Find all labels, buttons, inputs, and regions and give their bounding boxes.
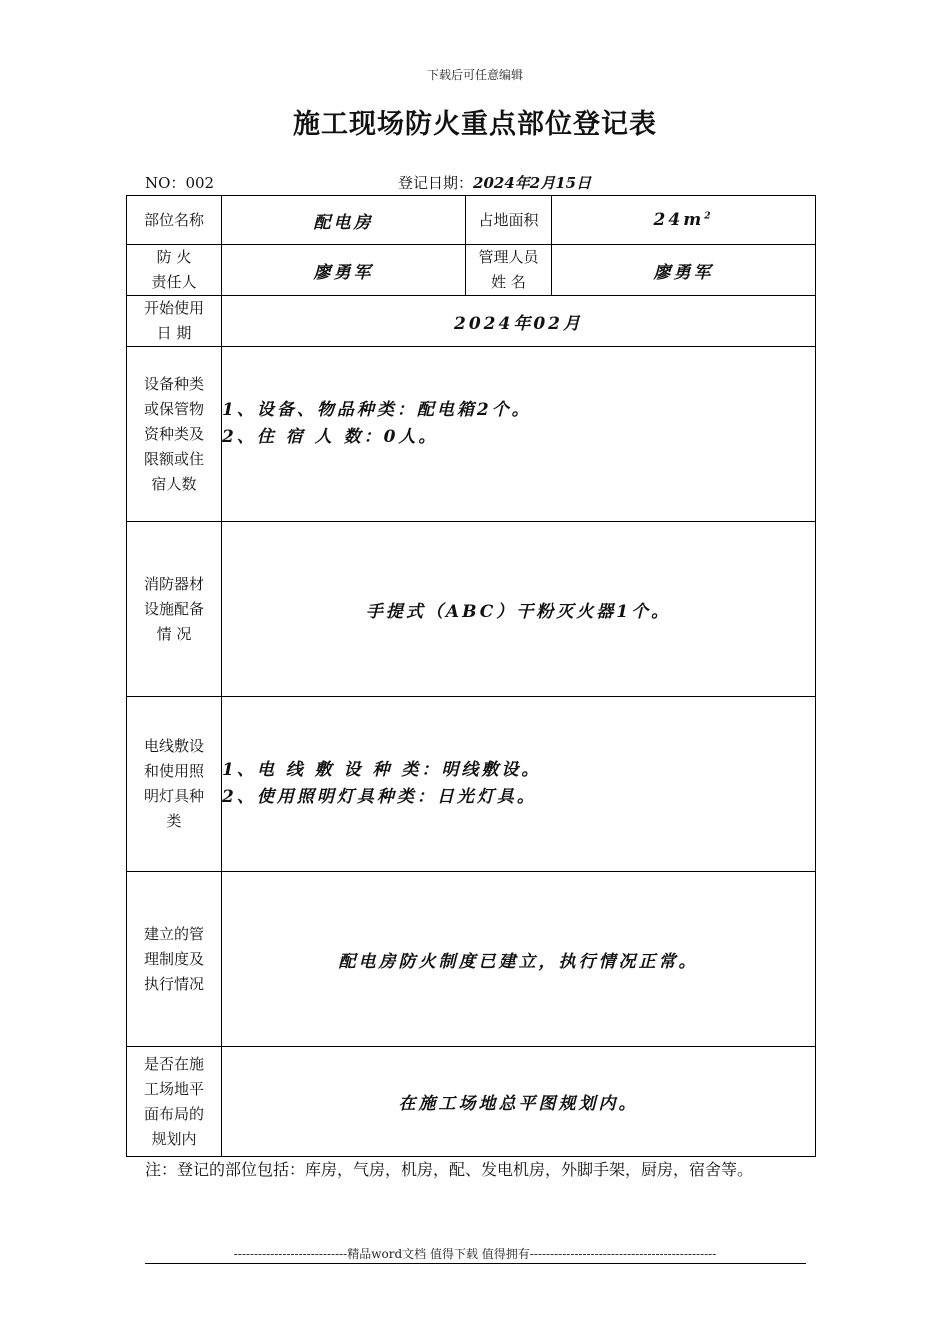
- table-row: [127, 1047, 816, 1157]
- footer-divider: [145, 1263, 806, 1264]
- management-label-line: 执行情况: [143, 974, 204, 993]
- location-name-value: 配电房: [222, 196, 466, 245]
- table-row: [127, 522, 816, 697]
- wiring-label-line: 电线敷设: [143, 737, 204, 755]
- fire-officer-label: [127, 245, 222, 296]
- wiring-value: [222, 697, 816, 872]
- wiring-label-line: 明灯具种: [143, 787, 204, 805]
- fire-officer-value: 廖勇军: [222, 245, 466, 296]
- record-number: [145, 172, 214, 193]
- layout-label-line: 是否在施: [143, 1054, 204, 1073]
- footnote: 注：登记的部位包括：库房，气房，机房，配、发电机房，外脚手架，厨房，宿舍等。: [145, 1160, 754, 1179]
- start-date-label: [127, 296, 222, 347]
- fire-equipment-label-line: 设施配备: [143, 599, 204, 618]
- equipment-label-line: 或保管物: [143, 399, 204, 418]
- area-unit-superscript: 2: [704, 211, 714, 222]
- start-date-label-line: 日 期: [156, 324, 192, 342]
- wiring-label: [127, 697, 222, 872]
- area-value: [552, 196, 816, 245]
- manager-label-line: 管理人员: [478, 248, 539, 266]
- wiring-label-line: 类: [166, 812, 182, 830]
- top-note: 下载后可任意编辑: [426, 68, 523, 82]
- layout-value: 在施工场地总平图规划内。: [222, 1047, 816, 1157]
- fire-officer-label-line: 防 火: [156, 248, 192, 266]
- start-date-value: 2024年02月: [222, 296, 816, 347]
- table-row: [127, 196, 816, 245]
- layout-label-line: 工场地平: [143, 1079, 204, 1098]
- table-row: [127, 347, 816, 522]
- registration-date: [398, 172, 591, 193]
- location-name-label: 部位名称: [127, 196, 222, 245]
- equipment-value-line: 2、住 宿 人 数：0人。: [222, 427, 439, 447]
- management-label-line: 建立的管: [143, 924, 204, 943]
- layout-label: [127, 1047, 222, 1157]
- layout-label-line: 面布局的: [143, 1104, 204, 1123]
- start-date-label-line: 开始使用: [143, 299, 204, 317]
- area-number: 24m: [653, 210, 705, 230]
- layout-label-line: 规划内: [151, 1129, 197, 1148]
- area-label: 占地面积: [466, 196, 552, 245]
- wiring-value-line: 2、使用照明灯具种类：日光灯具。: [222, 787, 537, 807]
- equipment-value: [222, 347, 816, 522]
- manager-label: [466, 245, 552, 296]
- fire-equipment-label: [127, 522, 222, 697]
- equipment-label: [127, 347, 222, 522]
- wiring-label-line: 和使用照: [143, 762, 204, 780]
- equipment-label-line: 限额或住: [143, 449, 204, 468]
- manager-label-line: 姓 名: [491, 273, 526, 291]
- manager-value: 廖勇军: [552, 245, 816, 296]
- equipment-label-line: 宿人数: [151, 474, 197, 493]
- footer-text: ----------------------------精品word文档 值得下载 值得拥有----------------------------------------------: [233, 1247, 717, 1261]
- page-title: 施工现场防火重点部位登记表: [293, 109, 657, 140]
- management-label: [127, 872, 222, 1047]
- registration-date-value: 2024年2月15日: [473, 174, 592, 192]
- management-label-line: 理制度及: [143, 949, 204, 968]
- equipment-label-line: 资种类及: [143, 424, 204, 443]
- fire-officer-label-line: 责任人: [151, 273, 197, 291]
- fire-equipment-label-line: 情 况: [156, 624, 192, 643]
- record-number-value: 002: [185, 174, 215, 192]
- registration-date-label: 登记日期：: [398, 174, 474, 192]
- table-row: [127, 245, 816, 296]
- table-row: [127, 296, 816, 347]
- fire-equipment-value: 手提式（ABC）干粉灭火器1个。: [222, 522, 816, 697]
- spacer: [222, 451, 815, 471]
- wiring-value-line: 1、电 线 敷 设 种 类：明线敷设。: [222, 760, 542, 780]
- record-number-label: NO：: [145, 174, 186, 192]
- equipment-value-line: 1、设备、物品种类：配电箱2个。: [222, 400, 532, 420]
- equipment-label-line: 设备种类: [143, 374, 204, 393]
- management-value: 配电房防火制度已建立，执行情况正常。: [222, 872, 816, 1047]
- table-row: [127, 872, 816, 1047]
- registration-table: [126, 195, 816, 1157]
- table-row: [127, 697, 816, 872]
- fire-equipment-label-line: 消防器材: [143, 574, 204, 593]
